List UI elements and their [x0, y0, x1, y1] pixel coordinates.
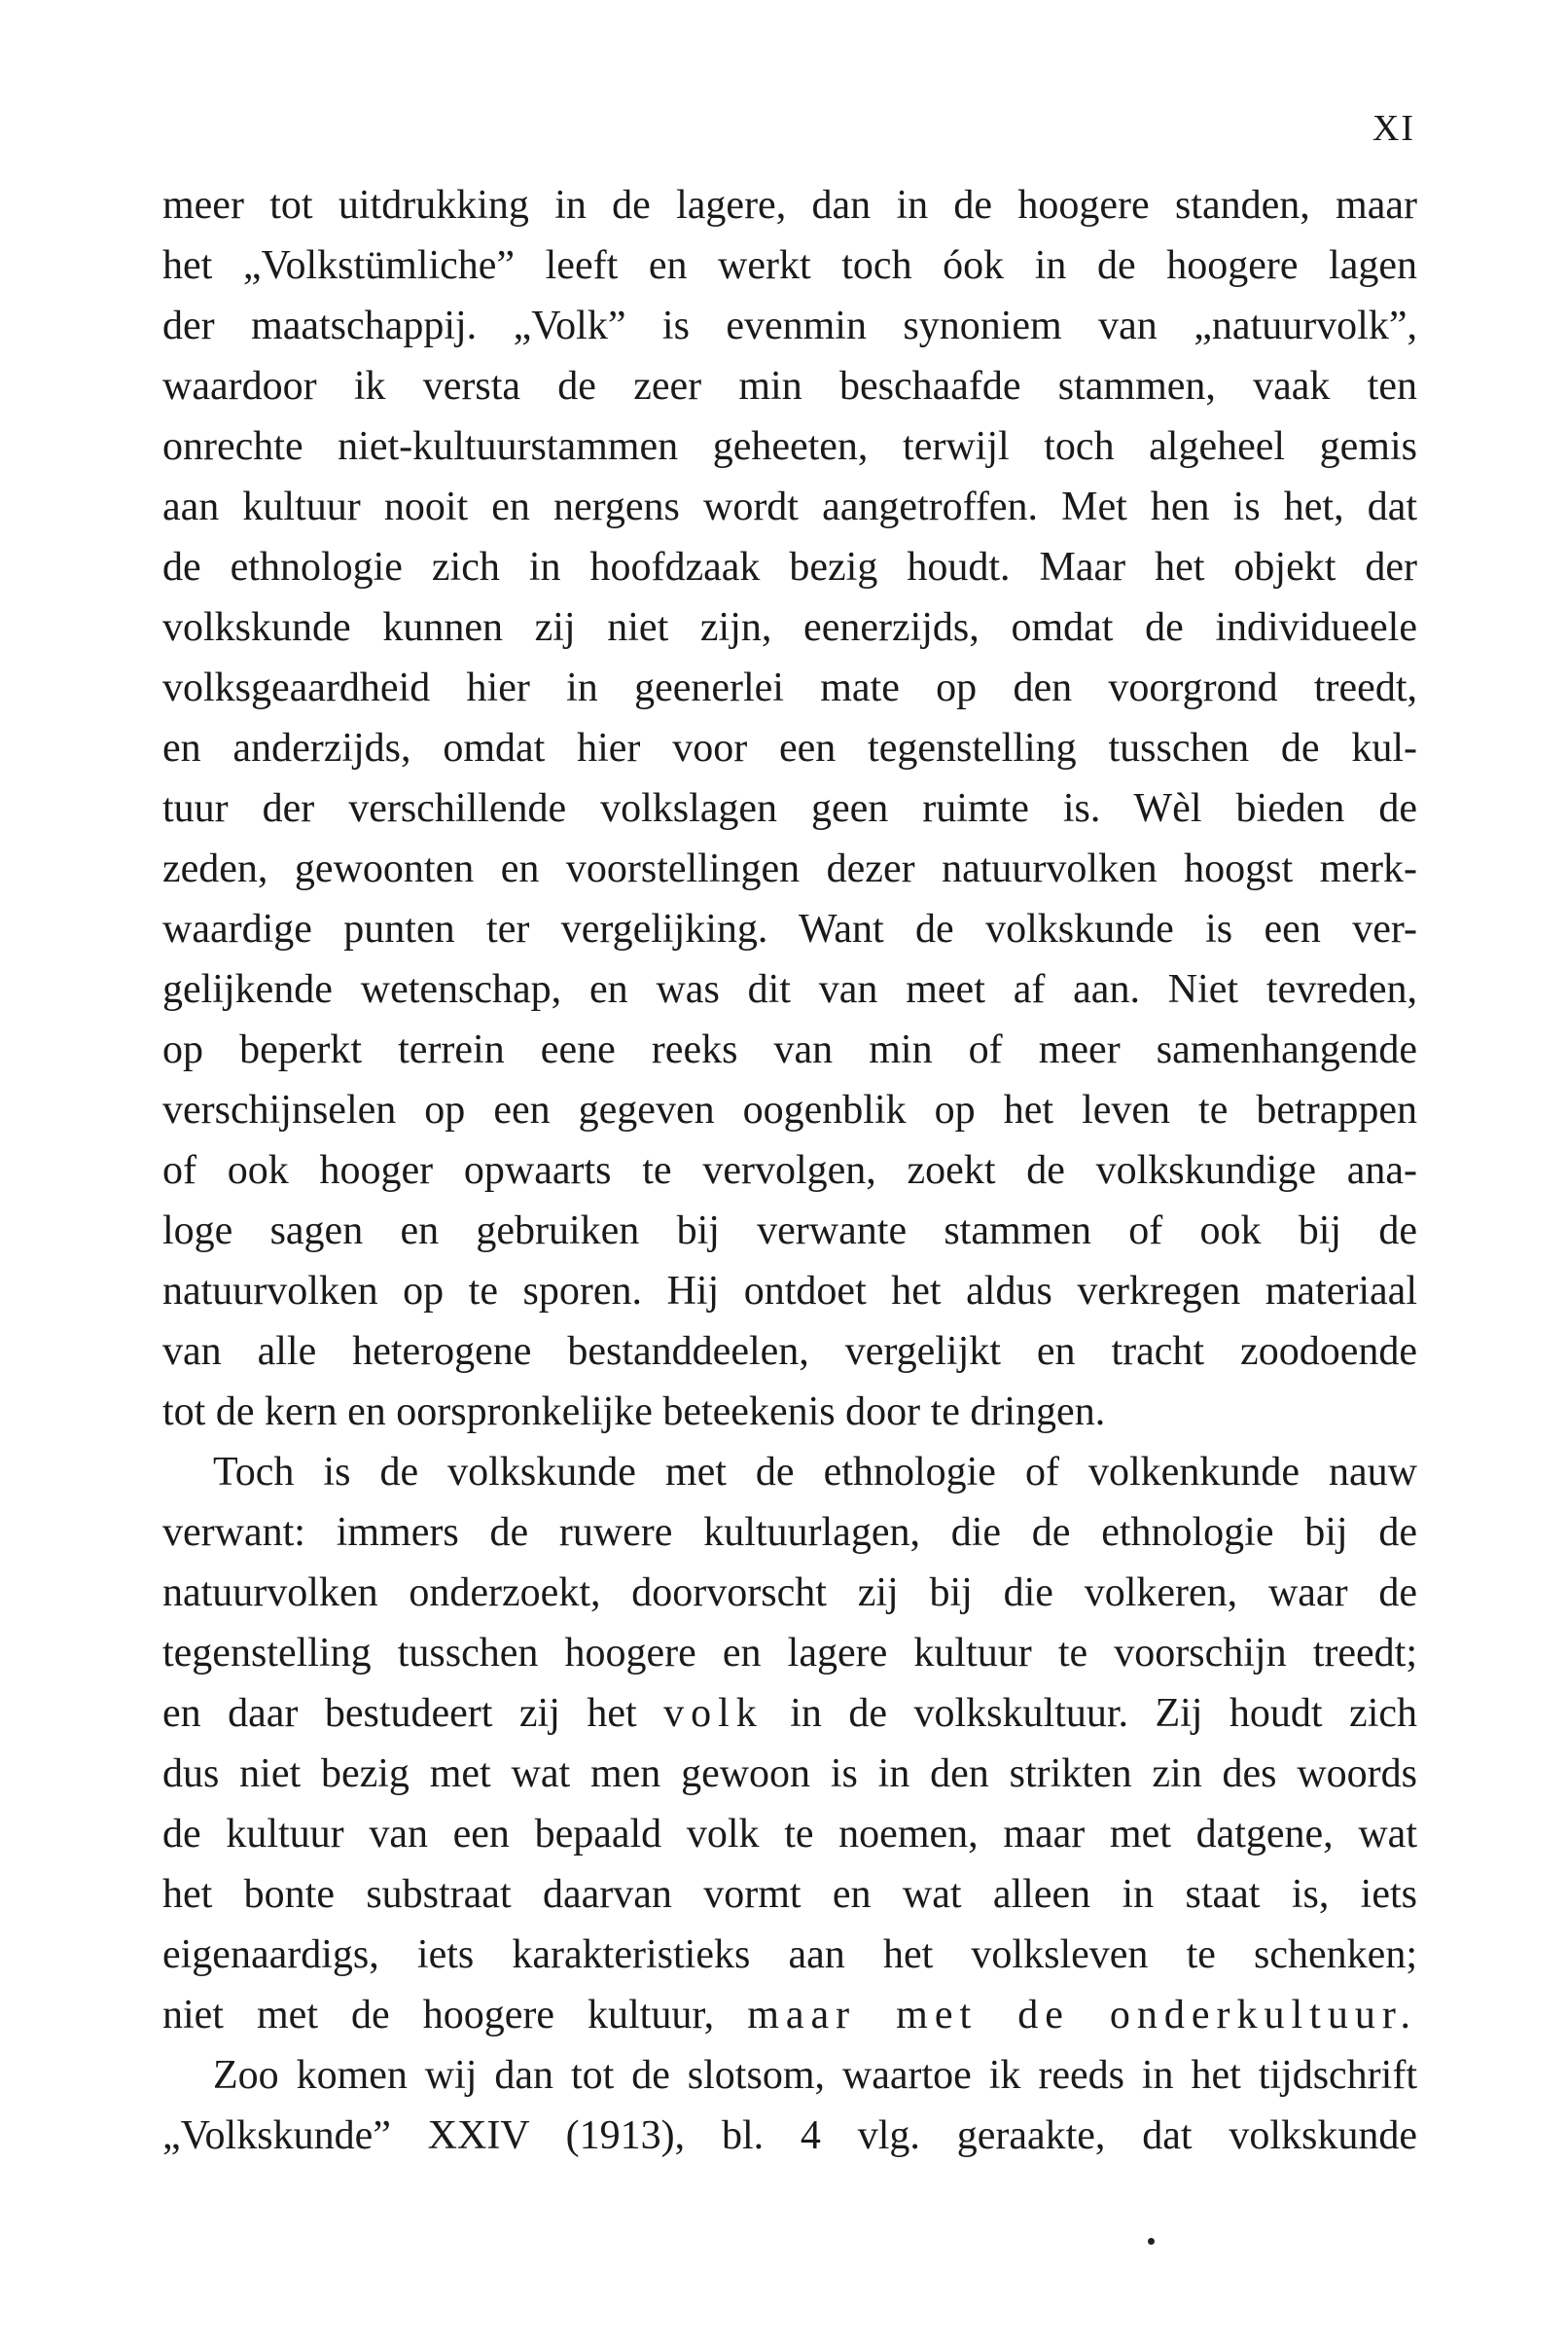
- text-line: aan kultuur nooit en nergens wordt aangetroffen. Met hen is het, dat: [162, 485, 1417, 529]
- text-line: en anderzijds, omdat hier voor een tegenstelling tusschen de kul-: [162, 726, 1417, 771]
- text-line: natuurvolken op te sporen. Hij ontdoet het aldus verkregen materiaal: [162, 1269, 1417, 1314]
- emphasis-spaced: volk: [663, 1691, 764, 1736]
- text-line: meer tot uitdrukking in de lagere, dan in de hoogere standen, maar: [162, 183, 1417, 228]
- page-number: XI: [1372, 108, 1415, 149]
- text-line: de kultuur van een bepaald volk te noemen, maar met datgene, wat: [162, 1812, 1417, 1856]
- text-line: loge sagen en gebruiken bij verwante stammen of ook bij de: [162, 1208, 1417, 1253]
- text-line: volksgeaardheid hier in geenerlei mate op den voorgrond treedt,: [162, 666, 1417, 710]
- text-segment: niet met de hoogere kultuur,: [162, 1993, 748, 2037]
- text-line: zeden, gewoonten en voorstellingen dezer natuurvolken hoogst merk-: [162, 847, 1417, 891]
- text-line: Toch is de volkskunde met de ethnologie of volkenkunde nauw: [213, 1450, 1417, 1495]
- paragraph-3: [162, 2045, 1417, 2166]
- paragraph-2: [162, 1442, 1417, 2045]
- text-line: eigenaardigs, iets karakteristieks aan het volksleven te schenken;: [162, 1932, 1417, 1977]
- text-line: volkskunde kunnen zij niet zijn, eenerzijds, omdat de individueele: [162, 605, 1417, 650]
- text-line: van alle heterogene bestanddeelen, vergelijkt en tracht zoodoende: [162, 1329, 1417, 1374]
- text-line: de ethnologie zich in hoofdzaak bezig houdt. Maar het objekt der: [162, 545, 1417, 590]
- text-line: waardoor ik versta de zeer min beschaafde stammen, vaak ten: [162, 364, 1417, 409]
- text-line: verschijnselen op een gegeven oogenblik op het leven te betrappen: [162, 1088, 1417, 1133]
- text-segment: in de volkskultuur. Zij houdt zich: [790, 1691, 1417, 1736]
- text-line: [162, 1683, 1417, 1744]
- text-line: dus niet bezig met wat men gewoon is in den strikten zin des woords: [162, 1751, 1417, 1796]
- text-line: tuur der verschillende volkslagen geen ruimte is. Wèl bieden de: [162, 786, 1417, 831]
- text-line: natuurvolken onderzoekt, doorvorscht zij bij die volkeren, waar de: [162, 1570, 1417, 1615]
- text-line: onrechte niet-kultuurstammen geheeten, terwijl toch algeheel gemis: [162, 424, 1417, 469]
- text-line: der maatschappij. „Volk” is evenmin synoniem van „natuurvolk”,: [162, 304, 1417, 348]
- paragraph-1: [162, 175, 1417, 1442]
- text-line: tegenstelling tusschen hoogere en lagere kultuur te voorschijn treedt;: [162, 1631, 1417, 1676]
- text-line: of ook hooger opwaarts te vervolgen, zoekt de volkskundige ana-: [162, 1148, 1417, 1193]
- text-segment: en daar bestudeert zij het: [162, 1691, 664, 1736]
- emphasis-spaced: maar met de onderkultuur.: [747, 1993, 1417, 2037]
- text-line: op beperkt terrein eene reeks van min of meer samenhangende: [162, 1027, 1417, 1072]
- text-line: Zoo komen wij dan tot de slotsom, waartoe ik reeds in het tijdschrift: [213, 2053, 1417, 2098]
- text-line: [162, 1985, 1417, 2045]
- text-line: waardige punten ter vergelijking. Want de volkskunde is een ver-: [162, 907, 1417, 952]
- text-line: gelijkende wetenschap, en was dit van meet af aan. Niet tevreden,: [162, 967, 1417, 1012]
- text-line: tot de kern en oorspronkelijke beteekenis door te dringen.: [162, 1389, 1106, 1434]
- text-line: verwant: immers de ruwere kultuurlagen, die de ethnologie bij de: [162, 1510, 1417, 1555]
- text-line: „Volkskunde” XXIV (1913), bl. 4 vlg. geraakte, dat volkskunde: [162, 2113, 1417, 2158]
- text-line: het bonte substraat daarvan vormt en wat alleen in staat is, iets: [162, 1872, 1417, 1917]
- ink-speck: [1148, 2238, 1155, 2245]
- text-line: het „Volkstümliche” leeft en werkt toch óok in de hoogere lagen: [162, 243, 1417, 288]
